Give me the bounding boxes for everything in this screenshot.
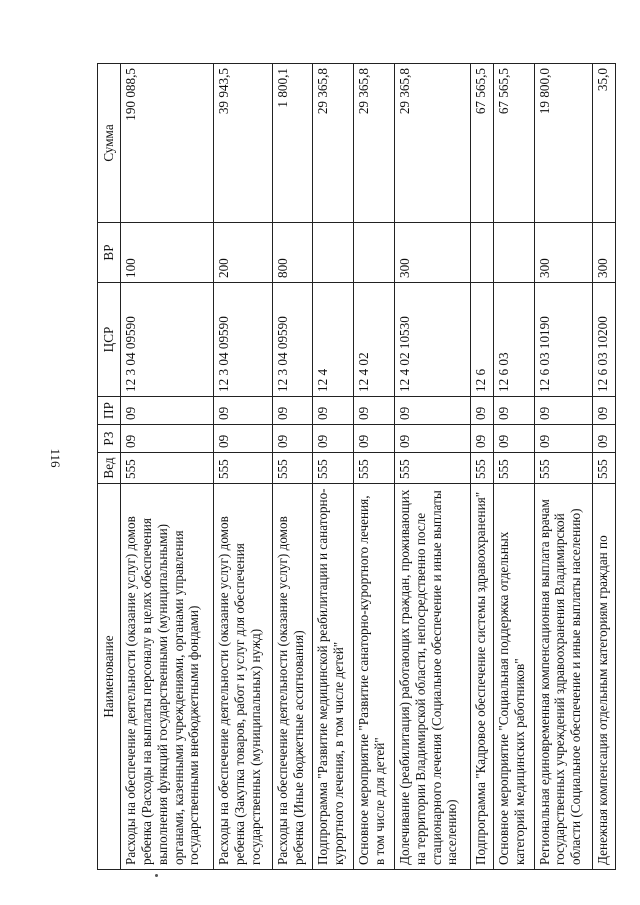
cell-rz: 09 <box>534 425 592 453</box>
cell-ved: 555 <box>121 453 214 484</box>
header-csr: ЦСР <box>98 283 121 397</box>
cell-sum: 190 088,5 <box>121 64 214 223</box>
cell-rz: 09 <box>214 425 272 453</box>
cell-pr: 09 <box>493 397 534 425</box>
cell-sum: 29 365,8 <box>354 64 395 223</box>
cell-ved: 555 <box>272 453 313 484</box>
table-row <box>313 64 354 870</box>
cell-csr: 12 6 03 10200 <box>592 283 615 397</box>
cell-rz: 09 <box>121 425 214 453</box>
cell-name: Долечивание (реабилитация) работающих граждан, проживающих на территории Владимирской области, непосредственно после стационарного лечения (Социальное обеспечение и иные выплаты населению) <box>394 484 470 870</box>
cell-csr: 12 3 04 09590 <box>214 283 272 397</box>
table-row <box>394 64 470 870</box>
page-number: 116 <box>48 448 63 468</box>
cell-name: Денежная компенсация отдельным категориям граждан по <box>592 484 615 870</box>
cell-sum: 19 800,0 <box>534 64 592 223</box>
cell-sum: 29 365,8 <box>313 64 354 223</box>
cell-csr: 12 4 02 <box>354 283 395 397</box>
cell-pr: 09 <box>534 397 592 425</box>
cell-name: Региональная единовременная компенсационная выплата врачам государственных учреждений здравоохранения Владимирской области (Социальное обеспечение и иные выплаты населению) <box>534 484 592 870</box>
cell-rz: 09 <box>470 425 493 453</box>
cell-rz: 09 <box>354 425 395 453</box>
table-row <box>354 64 395 870</box>
cell-name: Расходы на обеспечение деятельности (оказание услуг) домов ребенка (Закупка товаров, работ и услуг для обеспечения государственных (муниципальных) нужд) <box>214 484 272 870</box>
table-row <box>214 64 272 870</box>
cell-ved: 555 <box>592 453 615 484</box>
cell-pr: 09 <box>470 397 493 425</box>
cell-rz: 09 <box>493 425 534 453</box>
cell-pr: 09 <box>354 397 395 425</box>
table-row <box>272 64 313 870</box>
cell-vr <box>313 223 354 283</box>
cell-sum: 1 800,1 <box>272 64 313 223</box>
cell-ved: 555 <box>354 453 395 484</box>
cell-csr: 12 6 03 10190 <box>534 283 592 397</box>
cell-name: Расходы на обеспечение деятельности (оказание услуг) домов ребенка (Расходы на выплаты персоналу в целях обеспечения выполнения функций государственными (муниципальными) органами, казенными учреждениями, органами управления государственными внебюджетными фондами) <box>121 484 214 870</box>
cell-vr: 300 <box>394 223 470 283</box>
header-pr: ПР <box>98 397 121 425</box>
cell-ved: 555 <box>394 453 470 484</box>
cell-vr <box>493 223 534 283</box>
cell-rz: 09 <box>313 425 354 453</box>
cell-pr: 09 <box>592 397 615 425</box>
cell-pr: 09 <box>272 397 313 425</box>
header-name: Наименование <box>98 484 121 870</box>
cell-csr: 12 6 03 <box>493 283 534 397</box>
cell-pr: 09 <box>214 397 272 425</box>
cell-rz: 09 <box>394 425 470 453</box>
cell-vr <box>470 223 493 283</box>
cell-name: Подпрограмма "Кадровое обеспечение системы здравоохранения" <box>470 484 493 870</box>
cell-vr: 100 <box>121 223 214 283</box>
cell-ved: 555 <box>470 453 493 484</box>
table-row <box>121 64 214 870</box>
budget-table <box>97 63 616 870</box>
cell-pr: 09 <box>394 397 470 425</box>
cell-csr: 12 4 <box>313 283 354 397</box>
header-vr: ВР <box>98 223 121 283</box>
header-ved: Вед <box>98 453 121 484</box>
cell-csr: 12 4 02 10530 <box>394 283 470 397</box>
scan-speck <box>155 874 158 877</box>
cell-vr: 300 <box>534 223 592 283</box>
cell-name: Основное мероприятие "Социальная поддержка отдельных категорий медицинских работников" <box>493 484 534 870</box>
table-row <box>592 64 615 870</box>
cell-vr: 200 <box>214 223 272 283</box>
cell-csr: 12 6 <box>470 283 493 397</box>
cell-ved: 555 <box>534 453 592 484</box>
cell-rz: 09 <box>272 425 313 453</box>
cell-rz: 09 <box>592 425 615 453</box>
cell-vr <box>354 223 395 283</box>
cell-name: Подпрограмма "Развитие медицинской реабилитации и санаторно-курортного лечения, в том числе детей" <box>313 484 354 870</box>
cell-name: Расходы на обеспечение деятельности (оказание услуг) домов ребенка (Иные бюджетные ассигнования) <box>272 484 313 870</box>
table-row <box>534 64 592 870</box>
cell-pr: 09 <box>313 397 354 425</box>
cell-ved: 555 <box>214 453 272 484</box>
table-header-row <box>98 64 121 870</box>
cell-sum: 67 565,5 <box>493 64 534 223</box>
budget-table-container <box>97 64 616 870</box>
cell-sum: 29 365,8 <box>394 64 470 223</box>
header-sum: Сумма <box>98 64 121 223</box>
cell-sum: 67 565,5 <box>470 64 493 223</box>
cell-vr: 800 <box>272 223 313 283</box>
cell-csr: 12 3 04 09590 <box>272 283 313 397</box>
cell-sum: 35,0 <box>592 64 615 223</box>
cell-sum: 39 943,5 <box>214 64 272 223</box>
cell-ved: 555 <box>313 453 354 484</box>
table-row <box>470 64 493 870</box>
cell-name: Основное мероприятие "Развитие санаторно-курортного лечения, в том числе для детей" <box>354 484 395 870</box>
cell-ved: 555 <box>493 453 534 484</box>
table-row <box>493 64 534 870</box>
cell-vr: 300 <box>592 223 615 283</box>
header-rz: РЗ <box>98 425 121 453</box>
cell-csr: 12 3 04 09590 <box>121 283 214 397</box>
cell-pr: 09 <box>121 397 214 425</box>
